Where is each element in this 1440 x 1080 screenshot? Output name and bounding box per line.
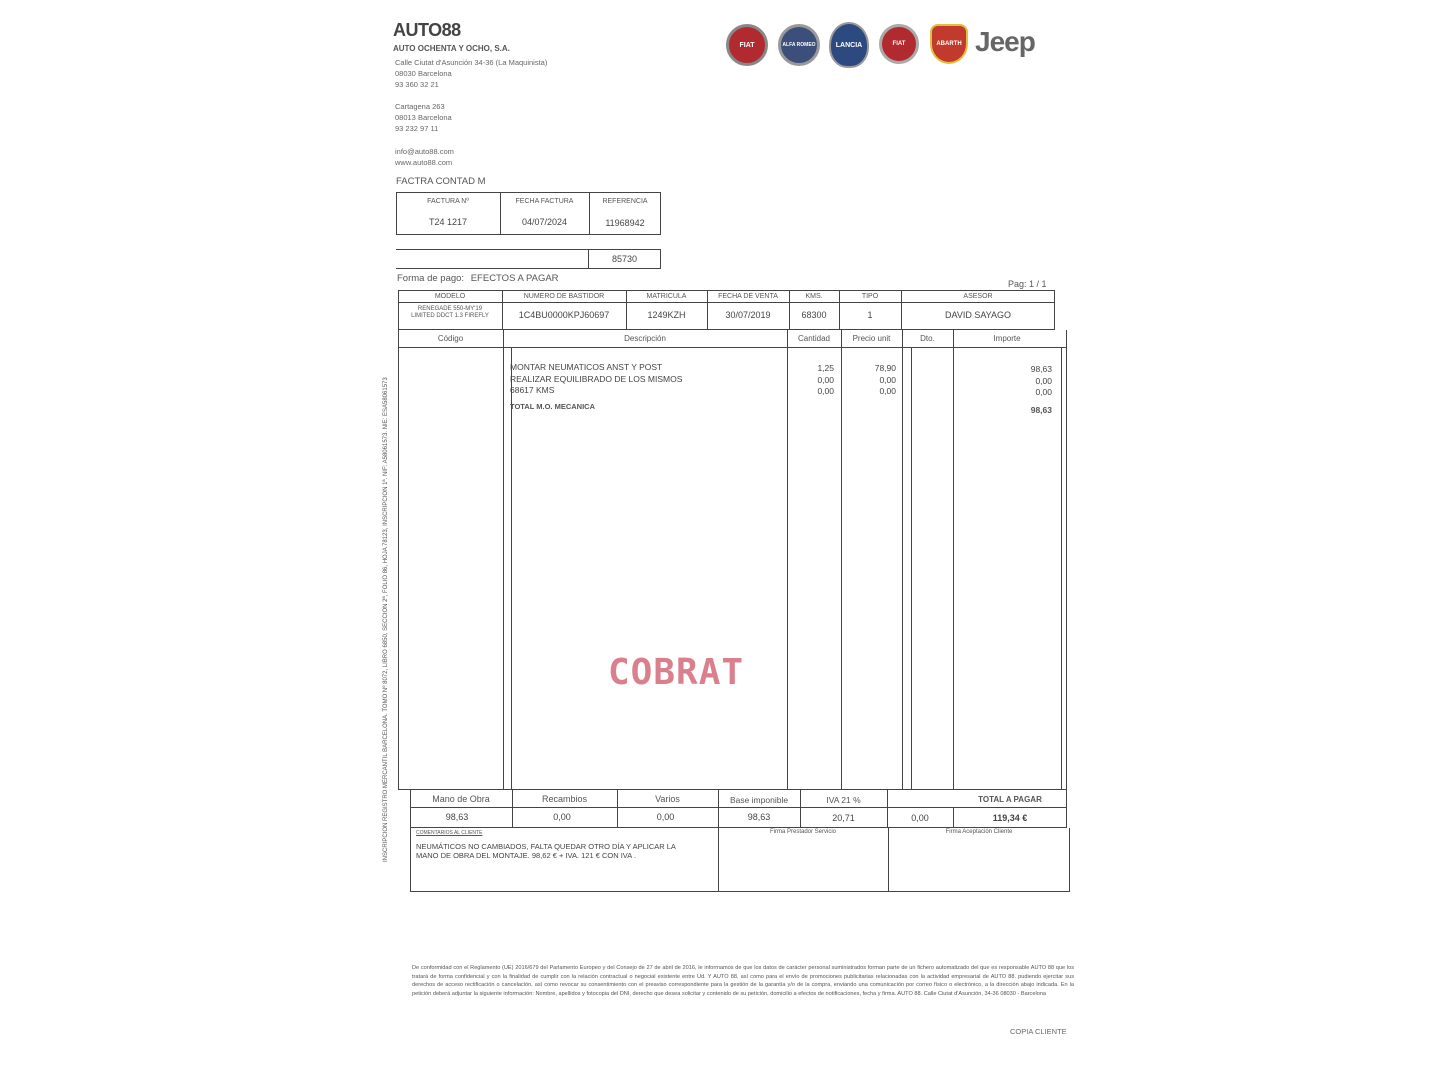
total-to-pay-label: TOTAL A PAGAR bbox=[978, 795, 1042, 804]
provider-signature-label: Firma Prestador Servicio bbox=[769, 829, 837, 835]
comments-label: COMENTARIOS AL CLIENTE bbox=[416, 830, 483, 836]
invoice-reference: 11968942 bbox=[605, 218, 645, 228]
company-logo-text: AUTO88 bbox=[393, 20, 461, 40]
payment-method: Forma de pago: EFECTOS A PAGAR bbox=[397, 273, 559, 284]
col-unit-price-header: Precio unit bbox=[852, 334, 891, 343]
invoice-reference-label: REFERENCIA bbox=[602, 198, 648, 205]
registry-side-text: INSCRIPCION REGISTRO MERCANTIL BARCELONA. TOMO Nº 8072, LIBRO 6850, SECCION 2ª, FOLIO 86, HOJA 78123, INSCRIPCION 1ª. NIF: A58061573. NIE: ESA58061573 bbox=[383, 377, 389, 862]
col-code-header: Código bbox=[437, 334, 464, 343]
misc-total-value: 0,00 bbox=[656, 812, 675, 822]
col-amount-header: Importe bbox=[993, 334, 1021, 343]
total-labour-value: 98,63 bbox=[1030, 405, 1052, 415]
vehicle-kms: 68300 bbox=[801, 310, 827, 320]
vehicle-plate: 1249KZH bbox=[647, 310, 686, 320]
fiat-logo-icon: FIAT bbox=[726, 24, 768, 66]
vat-label: IVA 21 % bbox=[826, 795, 861, 805]
parts-total-value: 0,00 bbox=[553, 812, 571, 822]
copy-label: COPIA CLIENTE bbox=[1010, 1027, 1067, 1036]
document-type: FACTRA CONTAD M bbox=[396, 176, 486, 187]
vat-value: 20,71 bbox=[832, 813, 855, 823]
line-items-table bbox=[398, 330, 1067, 790]
invoice-number-label: FACTURA Nº bbox=[427, 198, 469, 205]
vehicle-plate-label: MATRICULA bbox=[646, 293, 687, 300]
invoice-number: T24 1217 bbox=[428, 217, 468, 227]
alfa-romeo-logo-icon: ALFA ROMEO bbox=[778, 24, 820, 66]
line-amounts: 98,63 0,00 0,00 bbox=[1030, 364, 1052, 397]
invoice-date: 04/07/2024 bbox=[521, 217, 568, 227]
vehicle-sale-date: 30/07/2019 bbox=[725, 310, 771, 320]
vehicle-vin-label: NUMERO DE BASTIDOR bbox=[523, 293, 605, 300]
vehicle-type: 1 bbox=[867, 310, 873, 320]
vehicle-kms-label: KMS. bbox=[805, 293, 823, 300]
col-quantity-header: Cantidad bbox=[797, 334, 831, 343]
fiat-professional-logo-icon: FIAT bbox=[879, 24, 919, 64]
vehicle-sale-date-label: FECHA DE VENTA bbox=[718, 293, 778, 300]
jeep-logo-icon: Jeep bbox=[975, 26, 1035, 57]
vehicle-model: RENEGADE 550-MY'19 LIMITED DDCT 1.3 FIREFLY bbox=[411, 306, 489, 319]
address-block-1: Calle Ciutat d'Asunción 34-36 (La Maquinista) 08030 Barcelona 93 360 32 21 bbox=[395, 58, 548, 89]
customer-signature-label: Firma Aceptación Cliente bbox=[945, 829, 1013, 835]
labour-total-label: Mano de Obra bbox=[432, 794, 490, 804]
other-value: 0,00 bbox=[911, 813, 929, 823]
address-block-2: Cartagena 263 08013 Barcelona 93 232 97 11 bbox=[395, 102, 452, 133]
col-discount-header: Dto. bbox=[920, 334, 935, 343]
privacy-notice: De conformidad con el Reglamento (UE) 2016/679 del Parlamento Europeo y del Consejo de 27 de abril de 2016, le informamos de que los datos de carácter personal suministrados forman parte de un fichero automatizado del que es responsable AUTO 88 que los tratará de forma confidencial y con la finalidad de cumplir con la relación contractual o negocial existente entre Ud. Y AUTO 88, así como para el envío de promociones publicitarias relacionadas con la actividad empresarial de AUTO 88. pudiendo ejercitar sus derechos de acceso rectificación o cancelación, así como revocar su consentimiento con el preaviso correspondiente para la gestión de la garantía y/o de la compra, enviando una comunicación por correo físico o electrónico, a la dirección abajo indicada. En la petición deberá adjuntar la siguiente información: Nombre, apellidos y fotocopia del DNI, derecho que desea solicitar y contenido de su petición, domicilio a efectos de notificaciones, fecha y firma. AUTO 88. Calle Ciutat d'Asunción, 34-36 08030 - Barcelona bbox=[412, 965, 1074, 997]
vehicle-advisor-label: ASESOR bbox=[963, 293, 993, 300]
company-name: AUTO OCHENTA Y OCHO, S.A. bbox=[393, 44, 510, 53]
misc-total-label: Varios bbox=[655, 794, 680, 804]
total-to-pay-value: 119,34 € bbox=[992, 813, 1028, 823]
lancia-logo-icon: LANCIA bbox=[829, 22, 869, 68]
invoice-date-label: FECHA FACTURA bbox=[515, 198, 574, 205]
line-descriptions: MONTAR NEUMATICOS ANST Y POST REALIZAR EQUILIBRADO DE LOS MISMOS 68617 KMS bbox=[510, 362, 683, 395]
page-number: Pag: 1 / 1 bbox=[1008, 279, 1047, 289]
col-description-header: Descripción bbox=[624, 334, 666, 343]
tax-base-value: 98,63 bbox=[747, 812, 771, 822]
line-unit-prices: 78,90 0,00 0,00 bbox=[874, 363, 896, 396]
total-labour-label: TOTAL M.O. MECANICA bbox=[510, 402, 595, 411]
extra-reference: 85730 bbox=[611, 254, 638, 264]
line-quantities: 1,25 0,00 0,00 bbox=[817, 363, 834, 396]
footer-boxes bbox=[410, 828, 1070, 892]
vehicle-type-label: TIPO bbox=[861, 293, 879, 300]
abarth-logo-icon: ABARTH bbox=[930, 24, 968, 64]
vehicle-model-label: MODELO bbox=[434, 293, 466, 300]
vehicle-vin: 1C4BU0000KPJ60697 bbox=[518, 310, 610, 320]
vehicle-advisor: DAVID SAYAGO bbox=[944, 310, 1011, 320]
customer-comments: NEUMÁTICOS NO CAMBIADOS, FALTA QUEDAR OTRO DÍA Y APLICAR LA MANO DE OBRA DEL MONTAJE. 98,62 € + IVA. 121 € CON IVA . bbox=[416, 842, 676, 860]
tax-base-label: Base imponible bbox=[729, 795, 789, 805]
parts-total-label: Recambios bbox=[541, 794, 588, 804]
contact-block: info@auto88.com www.auto88.com bbox=[395, 147, 454, 167]
paid-stamp: COBRAT bbox=[608, 652, 745, 693]
labour-total-value: 98,63 bbox=[445, 812, 469, 822]
